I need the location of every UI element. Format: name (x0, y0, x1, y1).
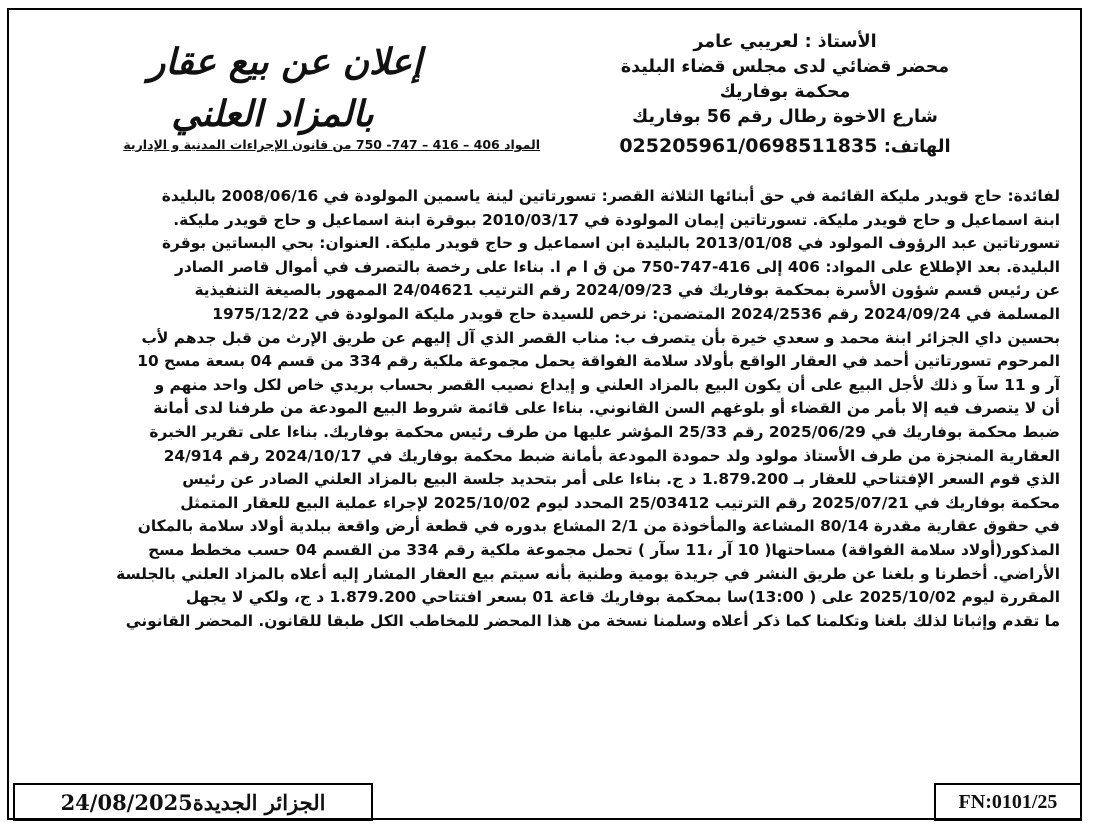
newspaper-date-box (13, 783, 373, 821)
body-line: ما تقدم وإثباتا لذلك بلغنا وتكلمنا كما ذكر أعلاه وسلمنا نسخة من هذا المحضر للمخاطب الكل طبقا للقانون. المحضر القانوني (125, 611, 1060, 630)
body-line: آر و 11 سآ و ذلك لأجل البيع على أن يكون البيع بالمزاد العلني و إيداع نصيب القصر بحساب بريدي خاص لكل واحد منهم و (154, 375, 1060, 394)
title-line-2: بالمزاد العلني (171, 93, 374, 135)
body-line: عن رئيس قسم شؤون الأسرة بمحكمة بوفاريك في 2024/09/23 رقم الترتيب 24/04621 الممهور بالصيغة التنفيذية (194, 281, 1060, 300)
body-line: البليدة. بعد الإطلاع على المواد: 406 إلى 416-747-750 من ق ا م ا. بناءا على رخصة بالتصرف في أموال قاصر الصادر (174, 257, 1060, 276)
body-line: محكمة بوفاريك في 2025/07/21 رقم الترتيب 25/03412 المحدد ليوم 2025/10/02 لإجراء عملية البيع للعقار المتمثل (180, 493, 1060, 512)
phone-label: الهاتف: (883, 136, 951, 157)
body-line: المرحوم تسورتاتين أحمد في العقار الواقع بأولاد سلامة الفواقة يحمل مجموعة ملكية رقم 334 من قسم 04 بسعة مسح 10 (137, 352, 1060, 371)
body-line: تسورتاتين عبد الرؤوف المولود في 2013/01/08 بالبليدة ابن اسماعيل و حاج قويدر مليكة. العنوان: بحي البساتين بوقرة (161, 234, 1060, 253)
body-line: العقارية المنجزة من طرف الأستاذ مولود ولد حمودة المودعة بأمانة ضبط محكمة بوفاريك في 2024/10/17 رقم 24/914 (163, 446, 1060, 465)
body-line: في حقوق عقارية مقدرة 80/14 المشاعة والمأخوذة من 2/1 المشاع بدوره في قطعة أرض واقعة ببلدية أولاد سلامة بالمكان (137, 517, 1060, 536)
bailiff-info-block (605, 30, 965, 159)
body-line: الذي قوم السعر الإفتتاحي للعقار بـ 1.879.200 د ج. بناءا على أمر بتحديد جلسة البيع بالمزاد العلني الصادر عن رئيس (182, 470, 1060, 489)
bailiff-court: محكمة بوفاريك (719, 82, 851, 102)
announcement-title (120, 36, 450, 140)
fn-code: FN:0101/25 (958, 790, 1058, 813)
body-line: ابنة اسماعيل و حاج قويدر مليكة. تسورتاتين إيمان المولودة في 2010/03/17 ببوقرة ابنة اسماعيل و حاج قويدر مليكة. (173, 210, 1060, 229)
body-line: المسلمة في 2024/09/24 رقم 2024/2536 المتضمن: نرخص للسيدة حاج قويدر مليكة المولودة في 1975/12/22 (212, 304, 1060, 323)
body-line: لفائدة: حاج قويدر مليكة القائمة في حق أبنائها الثلاثة القصر: تسورتاتين لينة ياسمين المولودة في 2008/06/16 بالبليدة (161, 187, 1060, 205)
announcement-body (22, 185, 1060, 633)
body-line: الأراضي. أخطرنا و بلغنا عن طريق النشر في جريدة يومية وطنية بأنه سيتم بيع العقار المشار إليه أعلاه بالمزاد العلني بالجلسة (116, 564, 1060, 583)
body-line: ضبط محكمة بوفاريك في 2025/06/29 رقم 25/33 المؤشر عليها من طرف رئيس محكمة بوفاريك. بناءا على تقرير الخبرة (149, 422, 1060, 441)
phone-number: 025205961/0698511835 (619, 135, 878, 157)
title-line-1: إعلان عن بيع عقار (148, 41, 422, 83)
body-line: المذكور(أولاد سلامة الفواقة) مساحتها( 10 آر ،11 سآر ) تحمل مجموعة ملكية رقم 334 من القسم 04 حسب مخطط مسح (148, 540, 1060, 559)
fn-code-box (934, 783, 1082, 821)
newspaper-date: الجزائر الجديدة24/08/2025 (60, 789, 326, 815)
body-line: أن لا يتصرف فيه إلا بأمر من القضاء أو بلوغهم السن القانوني. بناءا على قائمة شروط البيع المودعة من طرفنا لدى أمانة (153, 399, 1060, 418)
bailiff-phone-row (605, 134, 965, 159)
bailiff-address: شارع الاخوة رطال رقم 56 بوفاريك (632, 107, 938, 127)
bailiff-title: محضر قضائي لدى مجلس قضاء البليدة (620, 57, 950, 77)
legal-articles-reference: المواد 406 – 416 – 747- 750 من قانون الإجراءات المدنية و الإدارية (123, 137, 540, 152)
body-line: المقررة ليوم 2025/10/02 على ( 13:00)سا بمحكمة بوفاريك قاعة 01 بسعر افتتاحي 1.879.200 د ج، ولكي لا يجهل (185, 588, 1060, 607)
body-line: بحسين داي الجزائر ابنة محمد و سعدي خيرة بأن يتصرف ب: مناب القصر الذي آل إليهم عن طريق الإرث من قبل جدهم لأب (141, 328, 1060, 347)
bailiff-name: الأستاذ : لعريبي عامر (693, 32, 877, 52)
